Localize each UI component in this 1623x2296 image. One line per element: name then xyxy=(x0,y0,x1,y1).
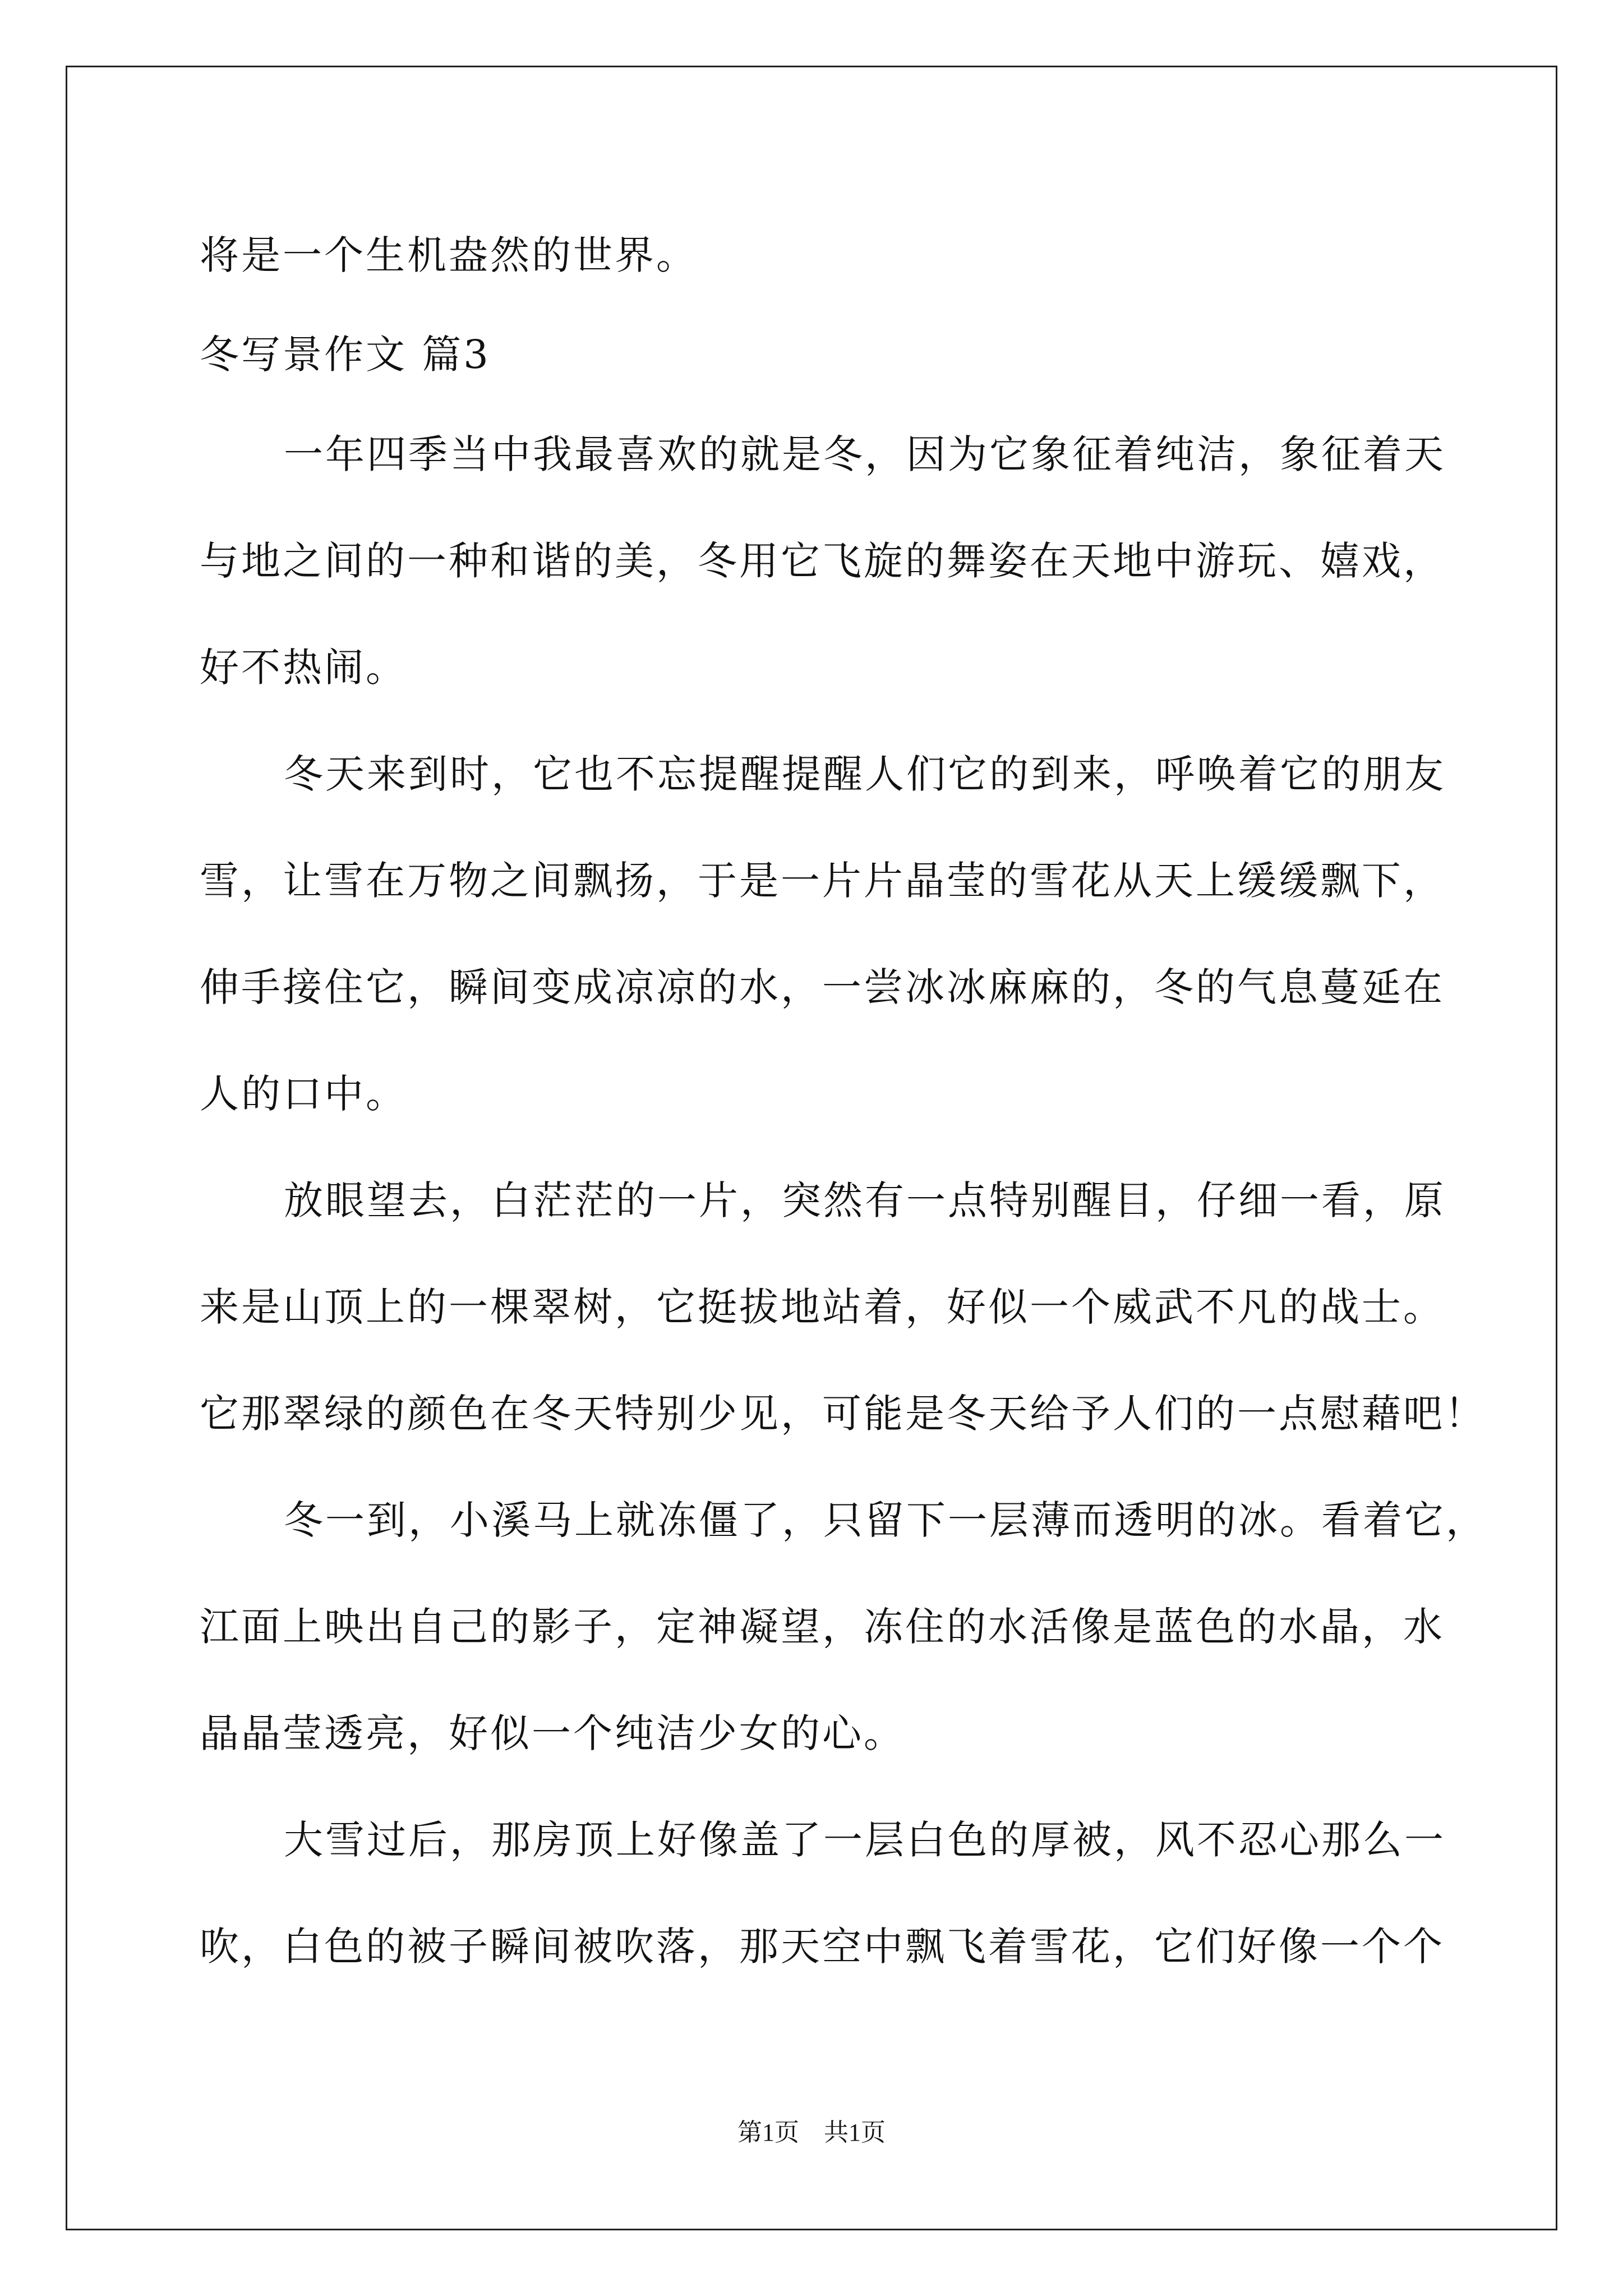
text-line: 来是山顶上的一棵翠树，它挺拔地站着，好似一个威武不凡的战士。 xyxy=(200,1284,1445,1330)
text-line: 江面上映出自己的影子，定神凝望，冻住的水活像是蓝色的水晶，水 xyxy=(200,1604,1445,1650)
text-line: 与地之间的一种和谐的美，冬用它飞旋的舞姿在天地中游玩、嬉戏， xyxy=(200,538,1445,584)
text-line: 雪，让雪在万物之间飘扬，于是一片片晶莹的雪花从天上缓缓飘下， xyxy=(200,858,1445,904)
paragraph-first-line: 放眼望去，白茫茫的一片，突然有一点特别醒目，仔细一看，原 xyxy=(284,1177,1446,1223)
text-line: 人的口中。 xyxy=(200,1071,407,1117)
paragraph-first-line: 冬一到，小溪马上就冻僵了，只留下一层薄而透明的冰。看着它， xyxy=(284,1497,1487,1543)
text-line: 好不热闹。 xyxy=(200,645,407,691)
text-line: 将是一个生机盎然的世界。 xyxy=(200,232,698,278)
text-line: 它那翠绿的颜色在冬天特别少见，可能是冬天给予人们的一点慰藉吧！ xyxy=(200,1391,1486,1437)
text-line: 伸手接住它，瞬间变成凉凉的水，一尝冰冰麻麻的，冬的气息蔓延在 xyxy=(200,964,1445,1010)
paragraph-first-line: 大雪过后，那房顶上好像盖了一层白色的厚被，风不忍心那么一 xyxy=(284,1817,1446,1863)
document-body xyxy=(200,202,1487,2000)
text-line: 吹，白色的被子瞬间被吹落，那天空中飘飞着雪花，它们好像一个个 xyxy=(200,1924,1445,1970)
paragraph-first-line: 冬天来到时，它也不忘提醒提醒人们它的到来，呼唤着它的朋友 xyxy=(284,751,1446,797)
text-line: 晶晶莹透亮，好似一个纯洁少女的心。 xyxy=(200,1710,905,1756)
section-heading: 冬写景作文 篇3 xyxy=(200,332,491,378)
paragraph-first-line: 一年四季当中我最喜欢的就是冬，因为它象征着纯洁，象征着天 xyxy=(284,431,1446,477)
page-footer: 第1页 共1页 xyxy=(737,2119,886,2146)
